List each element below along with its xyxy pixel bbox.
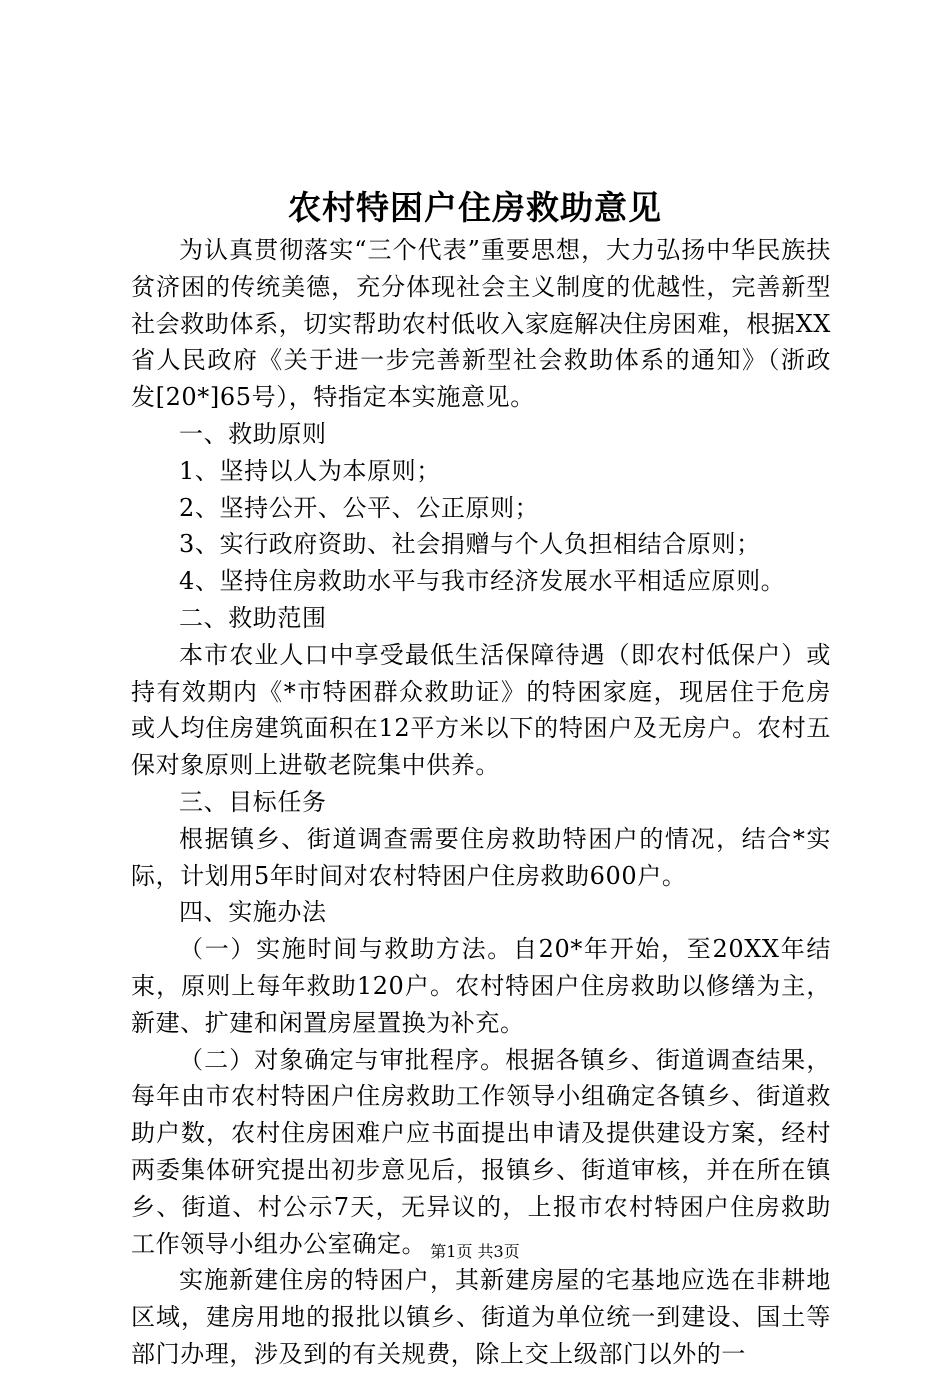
list-item-principle-3: 3、实行政府资助、社会捐赠与个人负担相结合原则；: [179, 530, 761, 559]
paragraph-new-housing: 实施新建住房的特困户，其新建房屋的宅基地应选在非耕地区域，建房用地的报批以镇乡、街道为单位统一到建设、国土等部门办理，涉及到的有关规费，除上交上级部门以外的一: [131, 1266, 831, 1368]
heading-section-4: 四、实施办法: [179, 898, 327, 927]
paragraph-method-1: （一）实施时间与救助方法。自20*年开始，至20XX年结束，原则上每年救助120户。农村特困户住房救助以修缮为主，新建、扩建和闲置房屋置换为补充。: [131, 935, 831, 1037]
paragraph-method-2: （二）对象确定与审批程序。根据各镇乡、街道调查结果，每年由市农村特困户住房救助工作领导小组确定各镇乡、街道救助户数，农村住房困难户应书面提出申请及提供建设方案，经村两委集体研究提出初步意见后，报镇乡、街道审核，并在所在镇乡、街道、村公示7天，无异议的，上报市农村特困户住房救助工作领导小组办公室确定。: [131, 1045, 831, 1258]
heading-section-2: 二、救助范围: [179, 603, 327, 632]
list-item-principle-4: 4、坚持住房救助水平与我市经济发展水平相适应原则。: [179, 567, 786, 596]
heading-section-3: 三、目标任务: [179, 787, 327, 816]
list-item-principle-1: 1、坚持以人为本原则；: [179, 456, 441, 485]
paragraph-goals: 根据镇乡、街道调查需要住房救助特困户的情况，结合*实际，计划用5年时间对农村特困户住房救助600户。: [131, 824, 831, 890]
document-title: 农村特困户住房救助意见: [288, 188, 662, 227]
heading-section-1: 一、救助原则: [179, 419, 327, 448]
paragraph-scope: 本市农业人口中享受最低生活保障待遇（即农村低保户）或持有效期内《*市特困群众救助证》的特困家庭，现居住于危房或人均住房建筑面积在12平方米以下的特困户及无房户。农村五保对象原则上进敬老院集中供养。: [131, 640, 831, 780]
paragraph-intro: 为认真贯彻落实“三个代表”重要思想，大力弘扬中华民族扶贫济困的传统美德，充分体现社会主义制度的优越性，完善新型社会救助体系，切实帮助农村低收入家庭解决住房困难，根据XX省人民政府《关于进一步完善新型社会救助体系的通知》（浙政发[20*]65号），特指定本实施意见。: [131, 236, 831, 412]
page-number-footer: 第1页 共3页: [430, 1242, 520, 1261]
document-body: [131, 232, 831, 1373]
list-item-principle-2: 2、坚持公开、公平、公正原则；: [179, 493, 540, 522]
